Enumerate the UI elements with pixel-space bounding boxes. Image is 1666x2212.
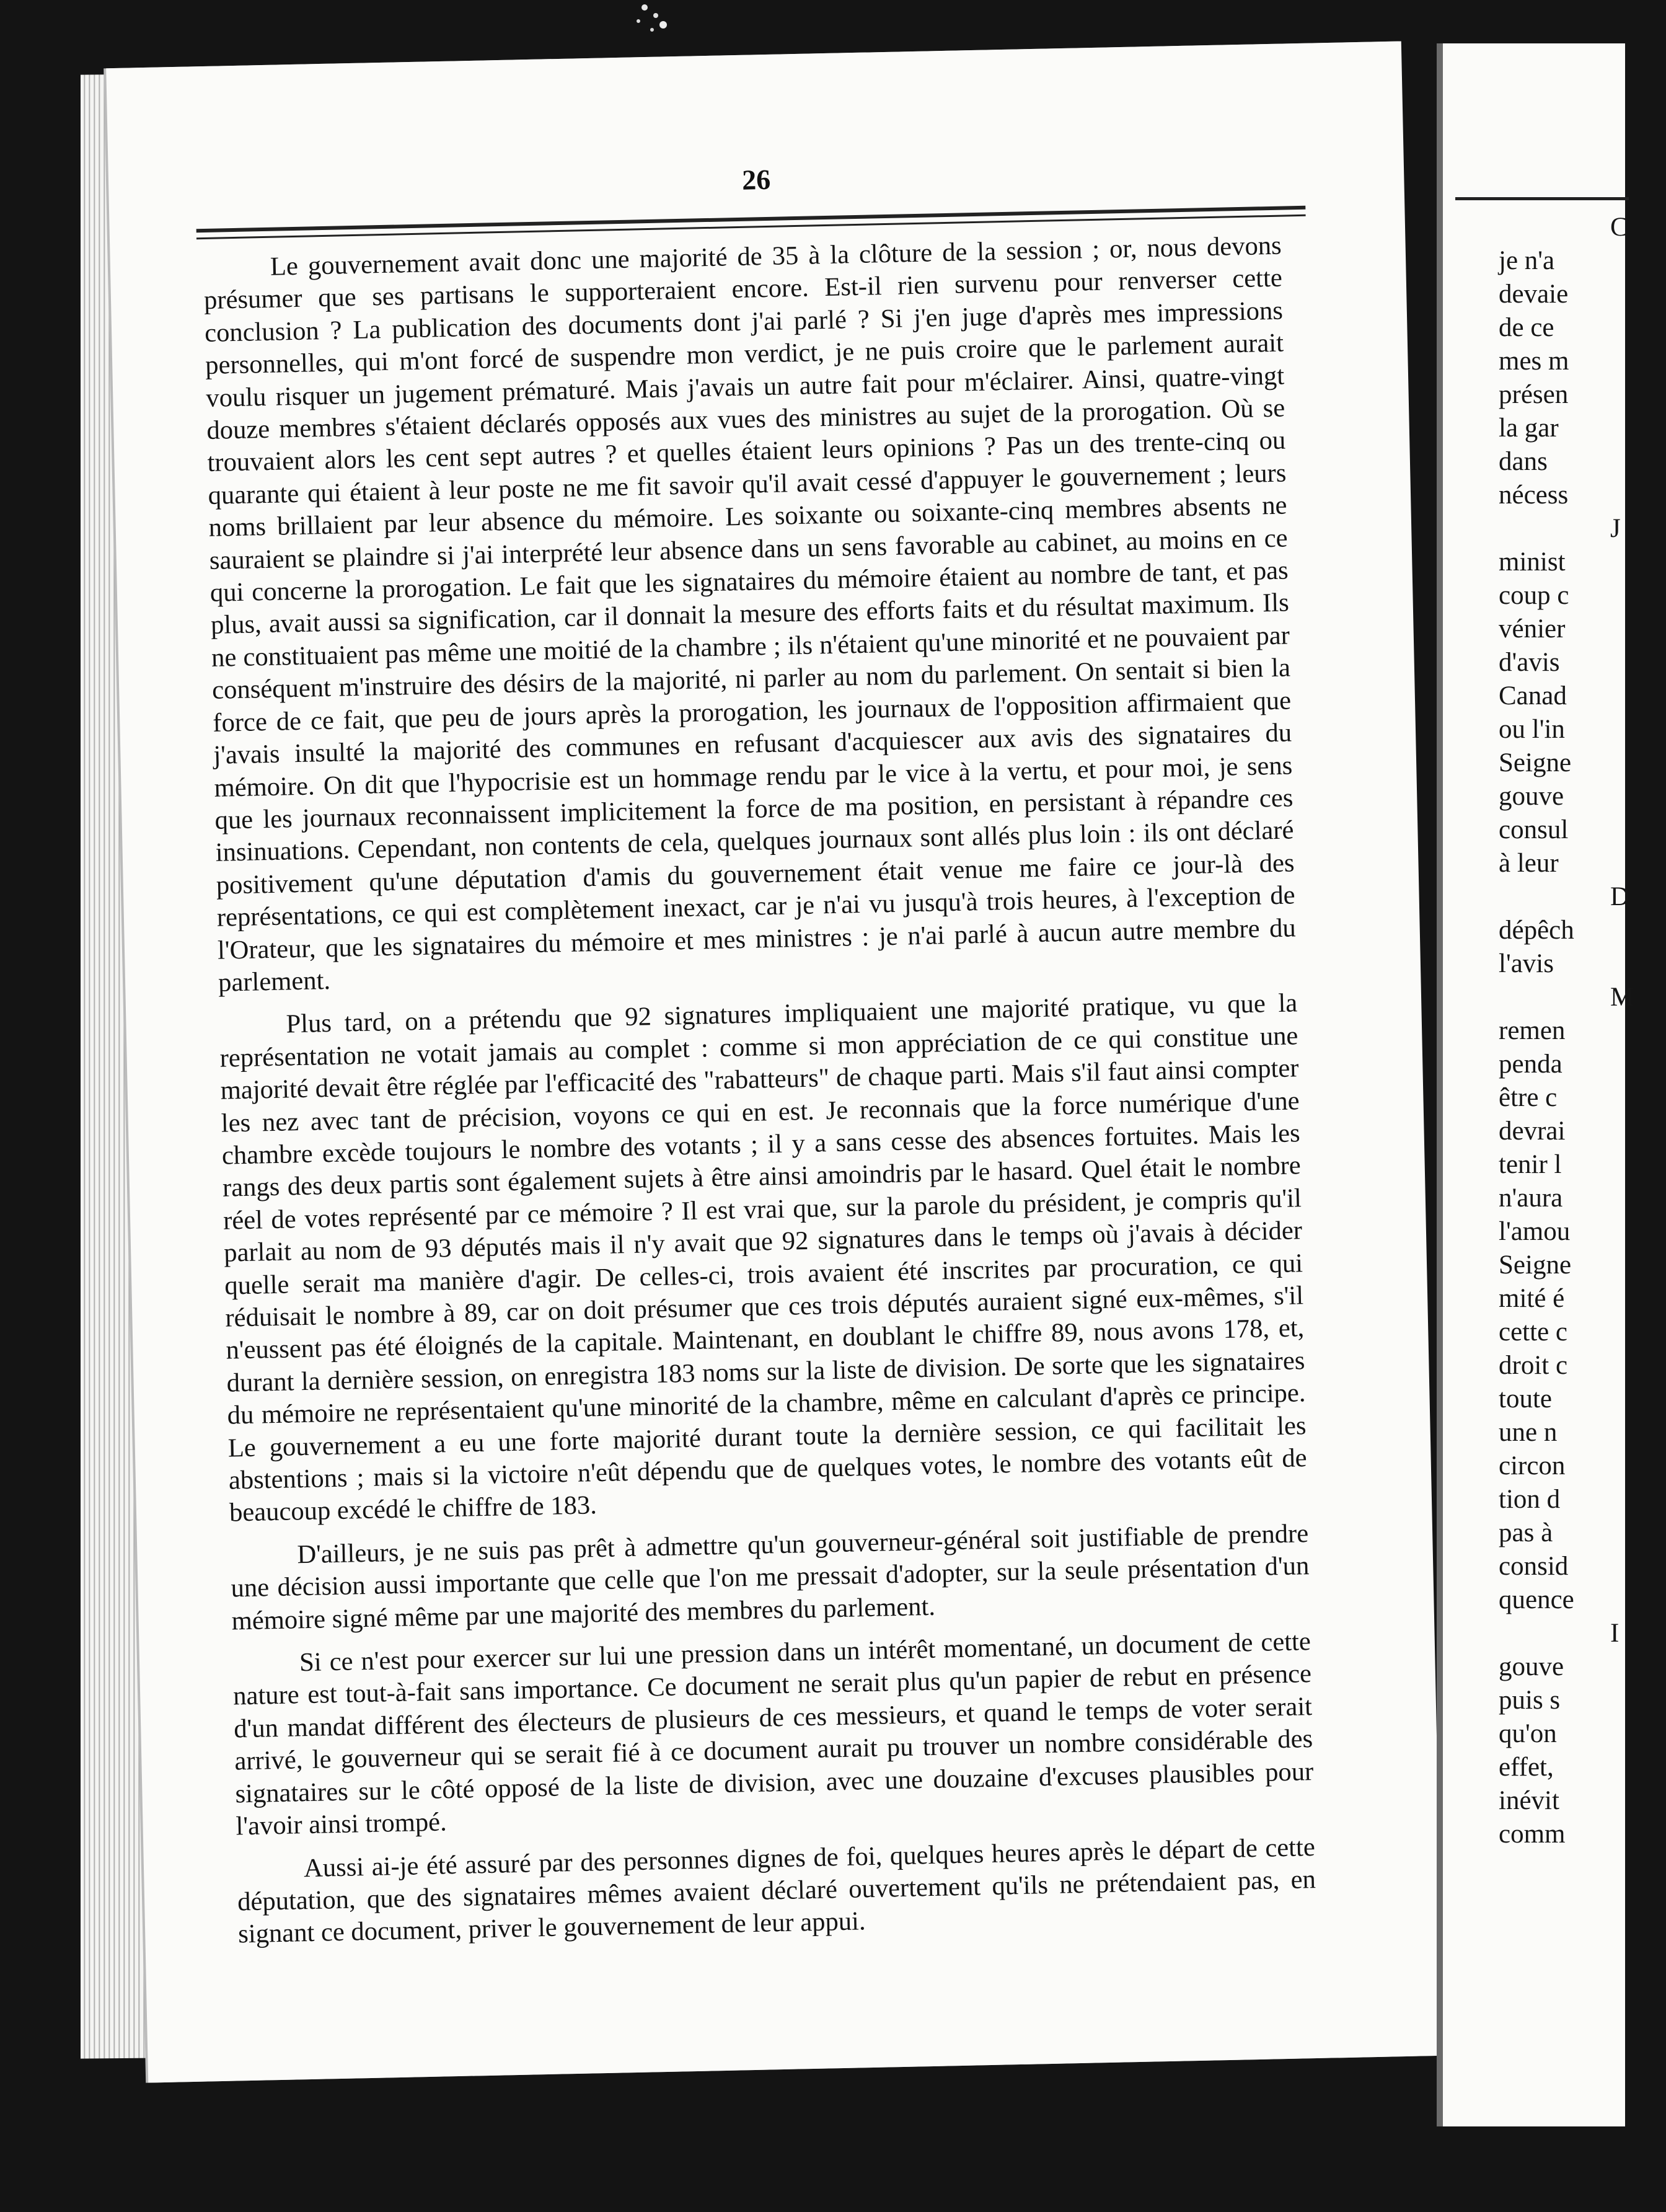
paragraph: D'ailleurs, je ne suis pas prêt à admettre qu'un gouverneur-général soit justifiable de prendre une décision aussi importante que celle que l'on me pressait d'adopter, sur la seule présentation d'un mémoire signé même par une majorité des membres du parlement. bbox=[231, 1518, 1310, 1636]
facing-line: de ce bbox=[1499, 313, 1554, 342]
facing-line: l'avis bbox=[1499, 949, 1554, 978]
body-text bbox=[203, 230, 1316, 1962]
paragraph: Plus tard, on a prétendu que 92 signatures impliquaient une majorité pratique, vu que la représentation ne votait jamais au complet : comme si mon appréciation de ce qui constitue une majorité devait être réglée par l'efficacité des "rabatteurs" de chaque parti. Mais s'il faut ainsi compter les nez avec tant de précision, voyons ce qui en est. Je reconnais que la force numérique d'une chambre excède toujours le nombre des votants ; il y a sans cesse des absences fortuites. Mais les rangs des deux partis sont également sujets à être ainsi amoindris par le hasard. Quel était le nombre réel de votes représenté par ce mémoire ? Il est vrai que, sur la parole du président, je compris qu'il parlait au nom de 93 députés mais il n'y avait que 92 signatures dans le temps où j'avais à décider quelle serait ma manière d'agir. De celles-ci, trois avaient été inscrites par procuration, ce qui réduisait le nombre à 89, car on doit présumer que ces trois députés auraient signé eux-mêmes, s'il n'eussent pas été éloignés de la capitale. Maintenant, en doublant le chiffre 89, nous avons 178, et, durant la dernière session, on enregistra 183 noms sur la liste de division. De sorte que les signataires du mémoire ne représentaient qu'une minorité de la chambre, même en calculant d'après ce principe. Le gouvernement a eu une forte majorité durant toute la dernière session, ce qui facilitait les abstentions ; mais si la victoire n'eût dépendu que de quelques votes, le nombre des votants eût de beaucoup excédé le chiffre de 183. bbox=[219, 988, 1308, 1528]
facing-line: penda bbox=[1499, 1050, 1562, 1079]
facing-line: tion d bbox=[1499, 1485, 1561, 1514]
facing-line: minist bbox=[1499, 547, 1566, 577]
facing-page-lines bbox=[1499, 211, 1666, 1851]
facing-line: dans bbox=[1499, 447, 1548, 476]
facing-line: circon bbox=[1499, 1451, 1566, 1480]
facing-line: mes m bbox=[1499, 347, 1569, 376]
facing-line: consul bbox=[1499, 815, 1569, 844]
facing-line: coup c bbox=[1499, 581, 1569, 610]
facing-line: vénier bbox=[1499, 614, 1566, 644]
facing-line: Seigne bbox=[1499, 1250, 1572, 1280]
facing-line: cette c bbox=[1499, 1317, 1567, 1347]
facing-line: nécess bbox=[1499, 480, 1569, 510]
book-page bbox=[106, 41, 1443, 2082]
facing-line: toute bbox=[1499, 1384, 1552, 1413]
facing-line: remen bbox=[1499, 1016, 1566, 1045]
facing-line: tenir l bbox=[1499, 1150, 1562, 1179]
scan-dust-marks bbox=[620, 0, 688, 50]
paragraph: Le gouvernement avait donc une majorité de 35 à la clôture de la session ; or, nous devons présumer que ses partisans le supporteraient encore. Est-il rien survenu pour renverser cette conclusion ? La publication des documents dont j'ai parlé ? Si j'en juge d'après mes impressions personnelles, qui m'ont forcé de suspendre mon verdict, je ne puis croire que le parlement aurait voulu risquer un jugement prématuré. Mais j'avais un autre fait pour m'éclairer. Ainsi, quatre-vingt douze membres s'étaient déclarés opposés aux vues des ministres au sujet de la prorogation. Où se trouvaient alors les cent sept autres ? et quelles étaient leurs opinions ? Pas un des trente-cinq ou quarante qui étaient à leur poste ne me fit savoir qu'il avait cessé d'appuyer le gouvernement ; leurs noms brillaient par leur absence du mémoire. Les soixante ou soixante-cinq membres absents ne sauraient se plaindre si j'ai interprété leur absence dans un sens favorable au cabinet, au moins en ce qui concerne la prorogation. Le fait que les signataires du mémoire étaient au nombre de tant, et pas plus, avait aussi sa signification, car il donnait la mesure des efforts faits et du résultat maximum. Ils ne constituaient pas même une moitié de la chambre ; ils n'étaient qu'une minorité et ne pouvaient par conséquent m'instruire des désirs de la majorité, ni parler au nom du parlement. On sentait si bien la force de ce fait, que peu de jours après la prorogation, les journaux de l'opposition affirmaient que j'avais insulté la majorité des communes en refusant d'acquiescer aux avis des signataires du mémoire. On dit que l'hypocrisie est un hommage rendu par le vice à la vertu, et pour moi, je sens que les journaux reconnaissent implicitement la force de ma position, en persistant à répandre ces insinuations. Cependant, non contents de cela, quelques journaux sont allés plus loin : ils ont déclaré positivement qu'une députation d'amis du gouvernement était venue me faire ce jour-là des représentations, ce qui est complètement inexact, car je n'ai vu jusqu'à trois heures, à l'exception de l'Orateur, que les signataires du mémoire et mes ministres : je n'ai parlé à aucun autre membre du parlement. bbox=[203, 231, 1297, 998]
scan-bottom-border bbox=[0, 2156, 1619, 2212]
facing-header-rule bbox=[1455, 197, 1629, 200]
facing-line: devrai bbox=[1499, 1117, 1566, 1146]
facing-line: l'amou bbox=[1499, 1217, 1571, 1246]
facing-line: D bbox=[1610, 882, 1630, 911]
facing-line: consid bbox=[1499, 1552, 1569, 1581]
facing-line: puis s bbox=[1499, 1686, 1561, 1715]
facing-line: devaie bbox=[1499, 280, 1569, 309]
facing-page-fragment bbox=[1437, 43, 1634, 2126]
facing-line: à leur bbox=[1499, 849, 1559, 878]
facing-line: n'aura bbox=[1499, 1183, 1563, 1213]
facing-line: effet, bbox=[1499, 1753, 1554, 1782]
facing-line: comm bbox=[1499, 1820, 1566, 1849]
paragraph: Si ce n'est pour exercer sur lui une pression dans un intérêt momentané, un document de cette nature est tout-à-fait sans importance. Ce document ne serait plus qu'un papier de rebut en présence d'un mandat différent des électeurs de plusieurs de ces messieurs, et quand le temps de voter serait arrivé, le gouverneur qui se serait fié à ce document aurait pu trouver un nombre considérable des signataires sur le côté opposé de la liste de division, avec une douzaine d'excuses plausibles pour l'avoir ainsi trompé. bbox=[232, 1627, 1314, 1841]
facing-line: quence bbox=[1499, 1585, 1574, 1614]
facing-line: ou l'in bbox=[1499, 715, 1565, 744]
facing-line: être c bbox=[1499, 1083, 1558, 1112]
facing-line: droit c bbox=[1499, 1351, 1568, 1380]
paragraph: Aussi ai-je été assuré par des personnes dignes de foi, quelques heures après le départ de cette députation, que des signataires mêmes avaient déclaré ouvertement qu'ils ne prétendaient pas, en signant ce document, priver le gouvernement de leur appui. bbox=[237, 1832, 1316, 1949]
facing-line: gouve bbox=[1499, 1652, 1564, 1681]
facing-line: inévit bbox=[1499, 1786, 1559, 1815]
facing-line: pas à bbox=[1499, 1518, 1553, 1547]
facing-line: d'avis bbox=[1499, 648, 1560, 677]
facing-line: Seigne bbox=[1499, 748, 1572, 777]
facing-line: présen bbox=[1499, 380, 1569, 409]
facing-line: C bbox=[1610, 213, 1628, 242]
facing-line: Canad bbox=[1499, 681, 1567, 710]
facing-line: une n bbox=[1499, 1418, 1558, 1447]
facing-line: J bbox=[1610, 514, 1621, 543]
facing-line: gouve bbox=[1499, 782, 1564, 811]
facing-line: dépêch bbox=[1499, 916, 1574, 945]
facing-line: la gar bbox=[1499, 414, 1559, 443]
facing-line: qu'on bbox=[1499, 1719, 1557, 1748]
facing-line: mité é bbox=[1499, 1284, 1565, 1313]
page-number: 26 bbox=[741, 163, 771, 196]
facing-line: M bbox=[1610, 983, 1634, 1012]
facing-line: je n'a bbox=[1499, 246, 1555, 275]
facing-line: I bbox=[1610, 1619, 1620, 1648]
